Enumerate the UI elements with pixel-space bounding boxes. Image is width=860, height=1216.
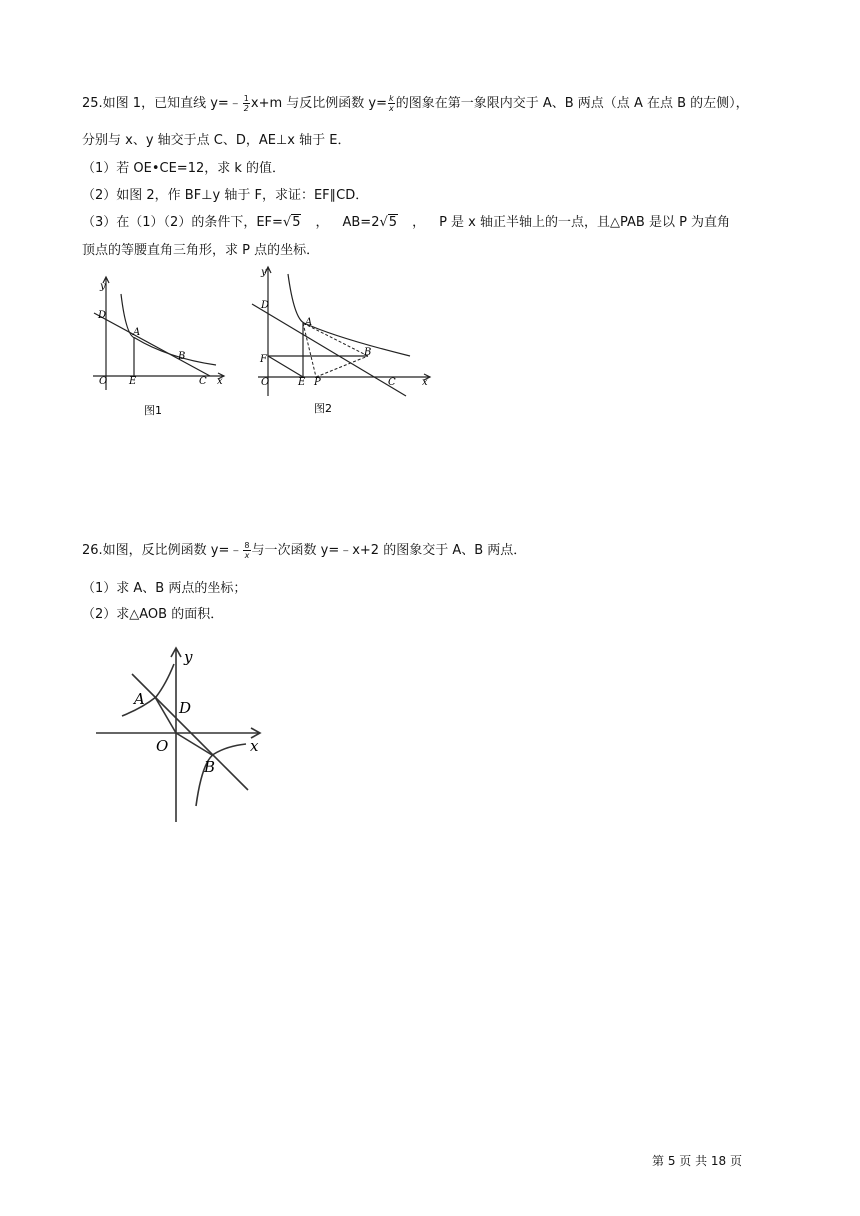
- line-dc: [252, 304, 406, 396]
- label-o: O: [261, 377, 270, 388]
- label-d: D: [261, 300, 270, 311]
- label-d: D: [98, 310, 107, 321]
- label-x: x: [217, 376, 223, 387]
- label-x: x: [250, 737, 259, 755]
- label-b: B: [178, 351, 186, 362]
- figure-1: [88, 272, 238, 422]
- q26-part-2: （2）求△AOB 的面积．: [82, 607, 224, 622]
- label-f: F: [260, 354, 267, 365]
- label-b: B: [364, 347, 372, 358]
- label-c: C: [199, 376, 207, 387]
- q26-line-1: 26.如图，反比例函数 y=﹣ $\frac{8}{x}$ 与一次函数 y=﹣x+2 的图象交于 A、B 两点．: [82, 541, 527, 560]
- label-c: C: [388, 377, 396, 388]
- sqrt-5: √5: [282, 215, 301, 230]
- q25-part-3-cont: 顶点的等腰直角三角形，求 P 点的坐标．: [82, 243, 320, 258]
- segment-ab-dashed: [303, 323, 368, 356]
- label-o: O: [156, 737, 169, 755]
- label-y: y: [261, 267, 267, 278]
- segment-ap-dashed: [303, 323, 316, 377]
- q25-line-2: 分别与 x、y 轴交于点 C、D，AE⊥x 轴于 E．: [82, 133, 351, 148]
- fraction-k-over-x: $\frac{k}{x}$: [389, 94, 394, 113]
- segment-pb-dashed: [316, 356, 368, 377]
- label-y: y: [100, 281, 106, 292]
- figure-3: [92, 642, 272, 827]
- sqrt-5: √5: [379, 215, 398, 230]
- line-dc: [94, 313, 210, 376]
- label-a: A: [134, 690, 145, 708]
- figure-2: [242, 262, 442, 422]
- page-footer: 第 5 页 共 18 页: [652, 1154, 742, 1168]
- label-x: x: [422, 377, 428, 388]
- label-a: A: [133, 327, 141, 338]
- q26-part-1: （1）求 A、B 两点的坐标；: [82, 581, 247, 596]
- hyperbola: [288, 274, 410, 356]
- label-b: B: [204, 758, 216, 776]
- label-y: y: [184, 648, 193, 666]
- q25-text: 的图象在第一象限内交于 A、B 两点（点 A 在点 B 的左侧），: [395, 96, 749, 111]
- label-p: P: [314, 377, 321, 388]
- q25-text: x+m 与反比例函数 y=: [250, 96, 387, 111]
- segment-ef: [268, 356, 303, 377]
- q25-part-3: （3）在（1）（2）的条件下，EF=√5 ， AB=2√5 ， P 是 x 轴正半轴上的一点，且△PAB 是以 P 为直角: [82, 215, 731, 230]
- fraction-one-half: $\frac{1}{2}$: [243, 94, 249, 113]
- q25-part-2: （2）如图 2，作 BF⊥y 轴于 F，求证：EF∥CD．: [82, 188, 369, 203]
- fraction-8-over-x: $\frac{8}{x}$: [244, 541, 250, 560]
- figure-2-caption: 图2: [314, 402, 332, 415]
- label-d: D: [179, 699, 192, 717]
- label-e: E: [129, 376, 137, 387]
- q25-line-1: [82, 94, 749, 113]
- line-y-eq-neg-x-plus-2: [132, 674, 248, 790]
- q25-text: 25.如图 1，已知直线 y=﹣: [82, 96, 242, 111]
- figure-1-caption: 图1: [144, 404, 162, 417]
- label-a: A: [305, 317, 313, 328]
- q25-part-1: （1）若 OE•CE=12，求 k 的值．: [82, 161, 286, 176]
- label-e: E: [298, 377, 306, 388]
- label-o: O: [99, 376, 108, 387]
